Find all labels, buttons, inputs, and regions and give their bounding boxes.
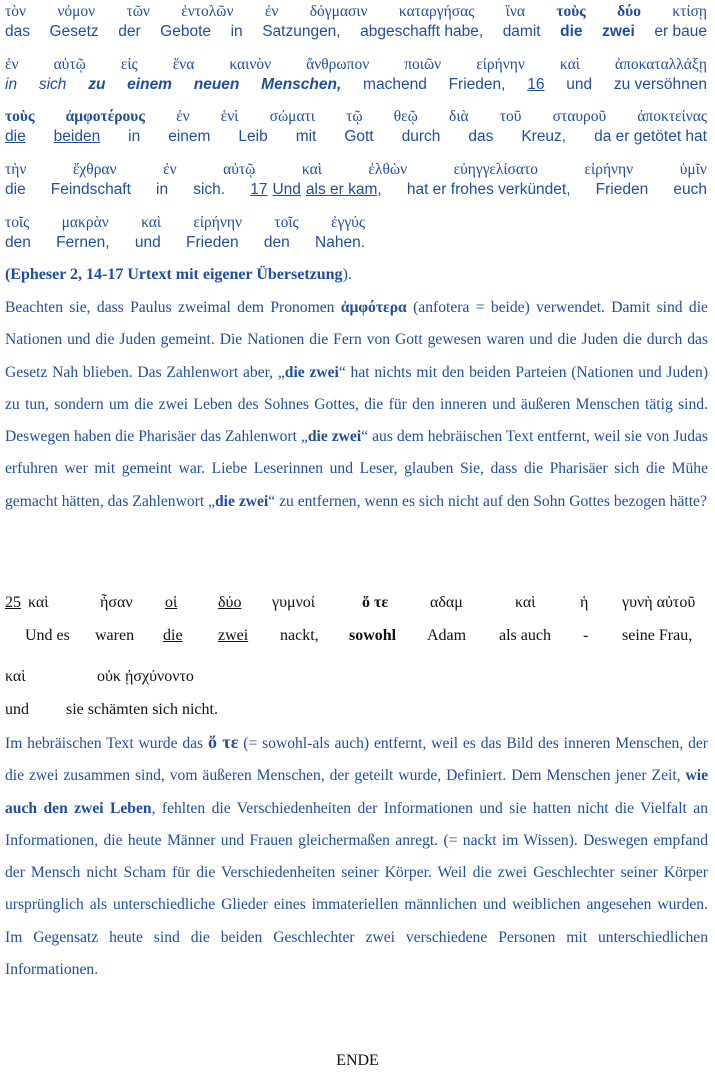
- word: Nahen.: [315, 234, 365, 251]
- word: καὶ: [5, 668, 26, 685]
- word: διὰ: [449, 108, 469, 125]
- word: ἄνθρωπον: [306, 56, 370, 73]
- word: Menschen,: [261, 76, 342, 93]
- word: καταργήσας: [398, 3, 475, 20]
- word: Gott: [344, 128, 374, 145]
- verse-number: 25: [5, 594, 21, 611]
- verse-number: 17: [250, 181, 268, 198]
- german-line-3: [5, 127, 707, 147]
- word: als er kam,: [305, 181, 382, 198]
- word: Frieden: [595, 181, 649, 198]
- word: Feindschaft: [50, 181, 131, 198]
- word: und: [134, 234, 161, 251]
- interlinear-block-4: [5, 160, 707, 200]
- reference-text: (Epheser 2, 14-17 Urtext mit eigener Übersetzung: [5, 266, 343, 283]
- word: den: [263, 234, 290, 251]
- word: und: [5, 701, 29, 718]
- text-run: (= sowohl-als auch) entfernt, weil es das Bild des inneren Menschen, der die zwei zusammen sind, vom äußeren Menschen, der geteilt wurde, Definiert. Dem Menschen jener Zeit,: [5, 735, 708, 785]
- word: als auch: [499, 627, 551, 644]
- greek-line-4: [5, 160, 707, 180]
- german-line-1: [5, 22, 707, 42]
- word: εἰρήνην: [193, 214, 243, 231]
- reference-tail: ).: [342, 266, 352, 283]
- word: ἐν: [163, 161, 177, 178]
- word: Adam: [427, 627, 467, 644]
- word: machend: [363, 76, 427, 93]
- word: Gebote: [160, 23, 212, 40]
- interlinear-block-3: [5, 107, 707, 147]
- paragraph-2: [5, 726, 708, 986]
- word: εἰρήνην: [476, 56, 525, 73]
- word: Und: [272, 181, 301, 198]
- word: ποιῶν: [404, 56, 442, 73]
- word: τῶν: [126, 3, 150, 20]
- interlinear-block-2: [5, 55, 707, 95]
- text-run: Im hebräischen Text wurde das: [5, 735, 208, 752]
- word: sich: [38, 76, 67, 93]
- german-line-5: [5, 233, 365, 253]
- word: sie schämten sich nicht.: [66, 701, 218, 718]
- verse-number: 16: [527, 76, 545, 93]
- word: ἐγγύς: [330, 214, 365, 231]
- word: die: [5, 181, 26, 198]
- word: ἑνὶ: [220, 108, 239, 125]
- text-run: “ zu entfernen, wenn es sich nicht auf den Sohn Gottes bezogen hätte?: [268, 492, 707, 510]
- word: er baue: [654, 23, 707, 40]
- word: das: [468, 128, 494, 145]
- word: zwei: [602, 23, 635, 40]
- word: οἱ: [165, 594, 178, 611]
- word: εἰς: [120, 56, 138, 73]
- word: σώματι: [269, 108, 315, 125]
- word: καινὸν: [229, 56, 272, 73]
- word: τοῖς: [5, 214, 30, 231]
- word: καὶ: [559, 56, 580, 73]
- word: nackt,: [280, 627, 319, 644]
- text-run: (anfotera = beide) verwendet. Damit sind die Nationen und die Juden gemeint. Die Nationen die Fern von Gott gewesen waren und die Juden die durch das Gesetz Nah blieben. Das Zahlenwort aber, „: [5, 299, 708, 381]
- word: waren: [95, 627, 135, 644]
- word: ἐν: [176, 108, 190, 125]
- word: ὑμῖν: [679, 161, 707, 178]
- word: ἀποκαταλλάξῃ: [614, 56, 707, 73]
- word: ἀποκτείνας: [637, 108, 707, 125]
- text-run: , fehlten die Verschiedenheiten der Informationen und sie hatten nicht die Vielfalt an Informationen, die heute Männer und Frauen gleichermaßen anregt. (= nackt im Wissen). Deswegen empfand der Mensch nicht Scham für die Verschiedenheiten seiner Körper. Weil die zwei Geschlechter seiner Körper ursprünglich als unterschiedliche Glieder eines immateriellen männlichen und weiblichen angesehen wurden. Im Gegensatz heute sind die beiden Geschlechter zwei verschiedene Personen mit unterschiedlichen Informationen.: [5, 799, 708, 979]
- word: αὑτῷ: [53, 56, 86, 73]
- word: einem: [168, 128, 211, 145]
- word: ἐν: [5, 56, 19, 73]
- word: ἐντολῶν: [181, 3, 234, 20]
- emphasis: die zwei: [284, 363, 339, 381]
- word: τὸν: [5, 3, 26, 20]
- word: νόμον: [57, 3, 96, 20]
- word: Und es: [25, 627, 70, 644]
- german-line-2: [5, 75, 707, 95]
- word: ἐν: [264, 3, 279, 20]
- word: zu versöhnen: [613, 76, 707, 93]
- word: Kreuz,: [521, 128, 567, 145]
- word: καὶ: [301, 161, 322, 178]
- word: δύο: [617, 3, 641, 20]
- word: αδαμ: [430, 594, 463, 611]
- word: γυμνοί: [272, 594, 316, 611]
- word: sowohl: [349, 627, 397, 644]
- word: τῷ: [346, 108, 363, 125]
- scripture-reference: [5, 266, 352, 284]
- text-run: Beachten sie, dass Paulus zweimal dem Pronomen: [5, 299, 341, 316]
- word: ἀμφοτέρους: [65, 108, 145, 125]
- emphasis: die zwei: [215, 492, 269, 510]
- word: ἡ: [580, 594, 589, 611]
- word: und: [566, 76, 593, 93]
- word: neuen: [193, 76, 240, 93]
- word: der: [118, 23, 141, 40]
- word: das: [5, 23, 30, 40]
- word: καὶ: [28, 594, 49, 611]
- german-line-4: [5, 180, 707, 200]
- word: beiden: [53, 128, 101, 145]
- word: ἔχθραν: [72, 161, 117, 178]
- word: in: [128, 128, 141, 145]
- word: τὴν: [5, 161, 27, 178]
- greek-line-1: [5, 2, 707, 22]
- word: Satzungen,: [262, 23, 341, 40]
- word: εὐηγγελίσατο: [453, 161, 538, 178]
- word: in: [5, 76, 18, 93]
- word: καὶ: [515, 594, 536, 611]
- word: die: [163, 627, 183, 644]
- greek-line-2: [5, 55, 707, 75]
- word: Frieden: [186, 234, 239, 251]
- word: die: [5, 128, 26, 145]
- word: ὅ τε: [362, 594, 389, 611]
- word: in: [230, 23, 243, 40]
- word: hat er frohes verkündet,: [406, 181, 571, 198]
- word: τοὺς: [5, 108, 35, 125]
- text-run: “ hat nichts mit den beiden Parteien (Nationen und Juden) zu tun, sondern um die zwei Leben des Sohnes Gottes, die für den inneren und äußeren Menschen tätig sind. Deswegen haben die Pharisäer das Zahlenwort „: [5, 363, 709, 446]
- greek-line-5: [5, 213, 365, 233]
- word: damit: [502, 23, 541, 40]
- word: σταυροῦ: [552, 108, 607, 125]
- word: einem: [127, 76, 172, 93]
- emphasis: die zwei: [307, 428, 362, 446]
- interlinear-block-1: [5, 2, 707, 42]
- word: zu: [88, 76, 106, 93]
- word: euch: [673, 181, 707, 198]
- word: Gesetz: [49, 23, 99, 40]
- word: θεῷ: [393, 108, 418, 125]
- word: ἦσαν: [100, 594, 133, 611]
- verse-17-group: [250, 180, 382, 200]
- word: den: [5, 234, 31, 251]
- word: τοῖς: [274, 214, 299, 231]
- word: zwei: [218, 627, 249, 644]
- word: abgeschafft habe,: [360, 23, 484, 40]
- word: καὶ: [141, 214, 162, 231]
- emphasis: ὅ τε: [207, 732, 239, 752]
- word: ἕνα: [172, 56, 195, 73]
- greek-line-3: [5, 107, 707, 127]
- word: γυνὴ αὐτοῦ: [622, 594, 696, 611]
- word: die: [560, 23, 583, 40]
- emphasis: wie auch den zwei Leben: [5, 767, 708, 817]
- word: in: [156, 181, 169, 198]
- end-marker: ENDE: [336, 1052, 379, 1069]
- word: αὐτῷ: [223, 161, 256, 178]
- word: Fernen,: [56, 234, 110, 251]
- word: δόγμασιν: [309, 3, 368, 20]
- word: Leib: [238, 128, 268, 145]
- text-run: “ aus dem hebräischen Text entfernt, weil sie von Judas erfuhren wer mit gemeint war. Liebe Leserinnen und Leser, glauben Sie, dass die Pharisäer sich die Mühe gemacht hätten, das Zahlenwort „: [5, 428, 709, 510]
- word: κτίσῃ: [672, 3, 707, 20]
- word: εἰρήνην: [584, 161, 634, 178]
- word: durch: [401, 128, 441, 145]
- word: ἵνα: [505, 3, 525, 20]
- word: da er getötet hat: [594, 128, 707, 145]
- word: τοῦ: [499, 108, 522, 125]
- word: sich.: [193, 181, 226, 198]
- word: seine Frau,: [622, 627, 693, 644]
- word: οὐκ ᾐσχύνοντο: [97, 668, 194, 685]
- word: mit: [295, 128, 317, 145]
- word: τοὺς: [556, 3, 586, 20]
- paragraph-1: [5, 292, 708, 518]
- word: -: [583, 627, 589, 644]
- word: ἐλθὼν: [368, 161, 408, 178]
- word: μακρὰν: [61, 214, 109, 231]
- word: δύο: [218, 594, 242, 611]
- interlinear-block-5: [5, 213, 365, 253]
- emphasis: ἀμφότερα: [340, 299, 407, 316]
- word: Frieden,: [448, 76, 506, 93]
